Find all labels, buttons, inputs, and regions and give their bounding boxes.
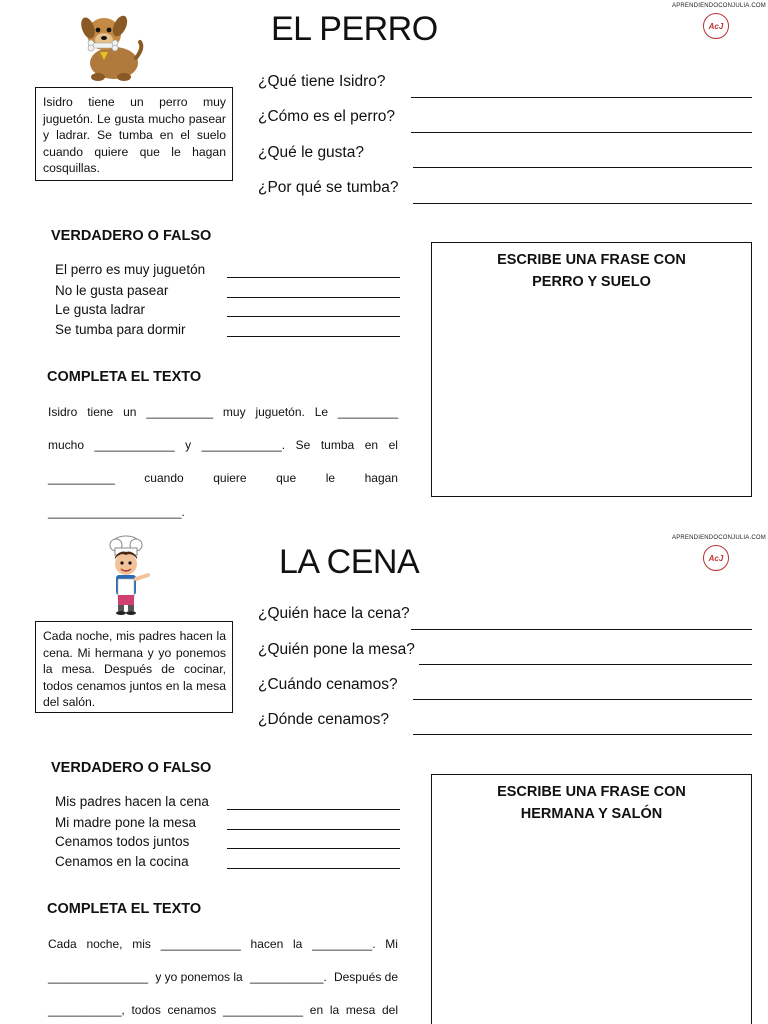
question: ¿Por qué se tumba?	[258, 179, 399, 196]
fill-blank[interactable]: _________	[337, 405, 398, 419]
true-false-item: Cenamos todos juntos	[55, 834, 190, 849]
fill-word: le	[325, 471, 336, 485]
true-false-answer-line[interactable]	[227, 829, 400, 830]
question: ¿Cómo es el perro?	[258, 108, 395, 125]
true-false-item: Mis padres hacen la cena	[55, 794, 209, 809]
fill-word: cuando	[144, 471, 184, 485]
complete-text-heading: COMPLETA EL TEXTO	[47, 369, 202, 385]
fill-word: juguetón.	[255, 405, 305, 419]
page-title: LA CENA	[279, 543, 420, 581]
write-sentence-box[interactable]	[431, 774, 752, 1024]
fill-word: la	[293, 937, 303, 951]
fill-word: hagan	[364, 471, 398, 485]
watermark: APRENDIENDOCONJULIA.COM	[672, 535, 766, 541]
fill-blank[interactable]: __________	[146, 405, 214, 419]
question: ¿Quién hace la cena?	[258, 605, 410, 622]
dog-illustration-icon	[78, 8, 144, 82]
logo-icon: AcJ	[703, 545, 729, 571]
fill-word: noche,	[86, 937, 123, 951]
answer-line[interactable]	[411, 629, 752, 630]
fill-text-line	[48, 505, 185, 519]
true-false-heading: VERDADERO O FALSO	[51, 760, 212, 776]
true-false-heading: VERDADERO O FALSO	[51, 228, 212, 244]
answer-line[interactable]	[411, 132, 752, 133]
question: ¿Qué tiene Isidro?	[258, 73, 386, 90]
answer-line[interactable]	[411, 97, 752, 98]
fill-blank[interactable]: ____________	[94, 438, 175, 452]
true-false-answer-line[interactable]	[227, 297, 400, 298]
fill-text-line	[48, 438, 398, 452]
story-box: Cada noche, mis padres hacen la cena. Mi hermana y yo ponemos la mesa. Después de cocinar, todos cenamos juntos en la mesa del salón.	[35, 621, 233, 713]
fill-word: Le	[314, 405, 329, 419]
question: ¿Qué le gusta?	[258, 144, 364, 161]
fill-blank[interactable]: ___________,	[48, 1003, 125, 1017]
fill-blank[interactable]: __________	[48, 471, 115, 485]
write-sentence-title-line: PERRO Y SUELO	[532, 274, 651, 290]
logo-icon: AcJ	[703, 13, 729, 39]
question: ¿Dónde cenamos?	[258, 711, 389, 728]
true-false-answer-line[interactable]	[227, 848, 400, 849]
fill-blank[interactable]: ___________.	[249, 970, 327, 984]
fill-word: todos	[131, 1003, 161, 1017]
fill-word: Cada	[48, 937, 77, 951]
fill-blank[interactable]: ____________________.	[48, 505, 185, 519]
write-sentence-title-line: ESCRIBE UNA FRASE CON	[497, 784, 686, 800]
question: ¿Cuándo cenamos?	[258, 676, 398, 693]
fill-word: el	[388, 438, 398, 452]
write-sentence-title	[432, 243, 751, 293]
fill-blank[interactable]: ____________.	[201, 438, 286, 452]
fill-word: en	[309, 1003, 324, 1017]
true-false-item: Le gusta ladrar	[55, 302, 146, 317]
page-title: EL PERRO	[271, 10, 438, 48]
watermark: APRENDIENDOCONJULIA.COM	[672, 3, 766, 9]
write-sentence-title-line: HERMANA Y SALÓN	[520, 806, 663, 822]
true-false-item: No le gusta pasear	[55, 283, 169, 298]
write-sentence-box[interactable]	[431, 242, 752, 497]
fill-word: tumba	[320, 438, 355, 452]
fill-blank[interactable]: _________.	[312, 937, 376, 951]
fill-word: y	[185, 438, 192, 452]
fill-word: un	[123, 405, 137, 419]
answer-line[interactable]	[413, 734, 752, 735]
fill-word: en	[364, 438, 379, 452]
true-false-item: El perro es muy juguetón	[55, 262, 206, 277]
true-false-item: Mi madre pone la mesa	[55, 815, 197, 830]
answer-line[interactable]	[413, 167, 752, 168]
fill-text-line	[48, 1003, 398, 1017]
fill-text-line	[48, 405, 398, 419]
fill-word: muy	[222, 405, 246, 419]
fill-word: Isidro	[48, 405, 78, 419]
fill-word: mesa	[345, 1003, 376, 1017]
fill-blank[interactable]: ____________	[160, 937, 241, 951]
fill-word: cenamos	[167, 1003, 217, 1017]
answer-line[interactable]	[419, 664, 752, 665]
fill-word: que	[276, 471, 297, 485]
true-false-answer-line[interactable]	[227, 868, 400, 869]
true-false-answer-line[interactable]	[227, 809, 400, 810]
fill-word: mis	[132, 937, 151, 951]
fill-word: del	[381, 1003, 398, 1017]
fill-word: Se	[295, 438, 311, 452]
fill-text-line	[48, 471, 398, 485]
complete-text-heading: COMPLETA EL TEXTO	[47, 901, 202, 917]
fill-word: hacen	[250, 937, 284, 951]
answer-line[interactable]	[413, 699, 752, 700]
true-false-answer-line[interactable]	[227, 316, 400, 317]
story-box: Isidro tiene un perro muy juguetón. Le gusta mucho pasear y ladrar. Se tumba en el suelo cuando quiere que le hagan cosquillas.	[35, 87, 233, 181]
true-false-item: Cenamos en la cocina	[55, 854, 189, 869]
true-false-answer-line[interactable]	[227, 336, 400, 337]
write-sentence-title	[432, 775, 751, 825]
true-false-item: Se tumba para dormir	[55, 322, 186, 337]
answer-line[interactable]	[413, 203, 752, 204]
question: ¿Quién pone la mesa?	[258, 641, 415, 658]
fill-text-line	[48, 970, 398, 984]
chef-illustration-icon	[104, 535, 156, 615]
fill-text-line	[48, 937, 398, 951]
fill-blank[interactable]: _______________	[48, 970, 149, 984]
fill-word: mucho	[48, 438, 85, 452]
write-sentence-title-line: ESCRIBE UNA FRASE CON	[497, 252, 686, 268]
fill-word: Después de	[333, 970, 398, 984]
fill-word: quiere	[213, 471, 247, 485]
fill-word: y yo ponemos la	[155, 970, 243, 984]
true-false-answer-line[interactable]	[227, 277, 400, 278]
fill-word: la	[329, 1003, 340, 1017]
fill-blank[interactable]: ____________	[222, 1003, 304, 1017]
fill-word: Mi	[385, 937, 398, 951]
fill-word: tiene	[87, 405, 114, 419]
